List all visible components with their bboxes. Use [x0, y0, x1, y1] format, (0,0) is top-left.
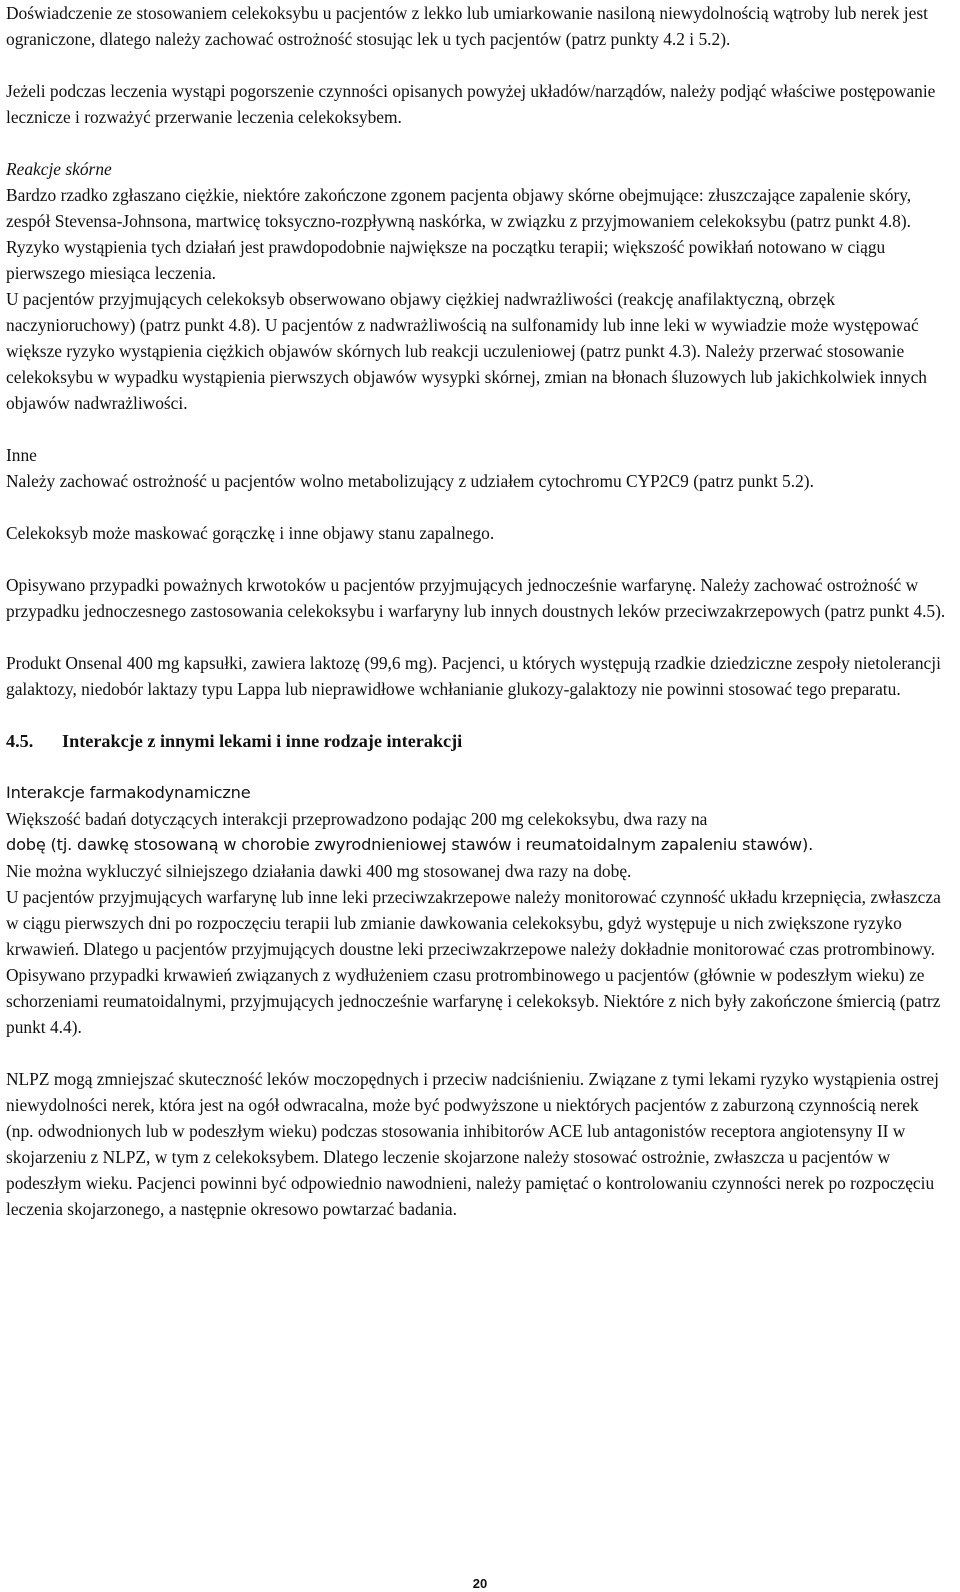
spacer — [6, 546, 946, 572]
section-title: Interakcje z innymi lekami i inne rodzaje interakcji — [62, 731, 463, 751]
section-number: 4.5. — [6, 731, 34, 751]
paragraph-lactose: Produkt Onsenal 400 mg kapsułki, zawiera laktozę (99,6 mg). Pacjenci, u których występują rzadkie dziedziczne zespoły nietolerancji galaktozy, niedobór laktazy typu Lappa lub nieprawidłowe wchłanianie glukozy-galaktozy nie powinni stosować tego preparatu. — [6, 653, 941, 699]
paragraph-interaction-studies-rest: Nie można wykluczyć silniejszego działania dawki 400 mg stosowanej dwa razy na dobę. — [6, 861, 632, 881]
document-page — [6, 0, 946, 1222]
paragraph-interaction-studies-line2: dobę (tj. dawkę stosowaną w chorobie zwyrodnieniowej stawów i reumatoidalnym zapaleniu stawów). — [6, 835, 814, 854]
subheading-other: Inne — [6, 445, 37, 465]
paragraph-warfarin-bleeding: Opisywano przypadki poważnych krwotoków u pacjentów przyjmujących jednocześnie warfarynę. Należy zachować ostrożność w przypadku jednoczesnego zastosowania celekoksybu i warfaryny lub innych doustnych leków przeciwzakrzepowych (patrz punkt 4.5). — [6, 575, 946, 621]
paragraph-worsening: Jeżeli podczas leczenia wystąpi pogorszenie czynności opisanych powyżej układów/narządów, należy podjąć właściwe postępowanie lecznicze i rozważyć przerwanie leczenia celekoksybem. — [6, 81, 936, 127]
spacer — [6, 1040, 946, 1066]
paragraph-interaction-studies-line1: Większość badań dotyczących interakcji przeprowadzono podając 200 mg celekoksybu, dwa razy na — [6, 809, 708, 829]
spacer — [6, 702, 946, 728]
section-heading — [6, 728, 946, 754]
paragraph-nsaid-diuretics: NLPZ mogą zmniejszać skuteczność leków moczopędnych i przeciw nadciśnieniu. Związane z tymi lekami ryzyko wystąpienia ostrej niewydolności nerek, która jest na ogół odwracalna, może być podwyższone u niektórych pacjentów z zaburzoną czynnością nerek (np. odwodnionych lub w podeszłym wieku) podczas stosowania inhibitorów ACE lub antagonistów receptora angiotensyny II w skojarzeniu z NLPZ, w tym z celekoksybem. Dlatego leczenie skojarzone należy stosować ostrożnie, zwłaszcza u pacjentów w podeszłym wieku. Pacjenci powinni być odpowiednio nawodnieni, należy pamiętać o kontrolowaniu czynności nerek po rozpoczęciu leczenia skojarzonego, a następnie okresowo powtarzać badania. — [6, 1069, 939, 1219]
subheading-pharmacodynamic: Interakcje farmakodynamiczne — [6, 783, 251, 802]
spacer — [6, 754, 946, 780]
spacer — [6, 494, 946, 520]
paragraph-hepatic-renal: Doświadczenie ze stosowaniem celekoksybu u pacjentów z lekko lub umiarkowanie nasiloną niewydolnością wątroby lub nerek jest ograniczone, dlatego należy zachować ostrożność stosując lek u tych pacjentów (patrz punkty 4.2 i 5.2). — [6, 3, 928, 49]
paragraph-anticoagulants: U pacjentów przyjmujących warfarynę lub inne leki przeciwzakrzepowe należy monitorować czynność układu krzepnięcia, zwłaszcza w ciągu pierwszych dni po rozpoczęciu terapii lub zmianie dawkowania celekoksybu, gdyż występuje u nich zwiększone ryzyko krwawień. Dlatego u pacjentów przyjmujących doustne leki przeciwzakrzepowe należy dokładnie monitorować czas protrombinowy. Opisywano przypadki krwawień związanych z wydłużeniem czasu protrombinowego u pacjentów (głównie w podeszłym wieku) ze schorzeniami reumatoidalnymi, przyjmujących jednocześnie warfarynę i celekoksyb. Niektóre z nich były zakończone śmiercią (patrz punkt 4.4). — [6, 887, 941, 1037]
spacer — [6, 416, 946, 442]
paragraph-fever-masking: Celekoksyb może maskować gorączkę i inne objawy stanu zapalnego. — [6, 523, 495, 543]
spacer — [6, 130, 946, 156]
paragraph-skin-reactions-1: Bardzo rzadko zgłaszano ciężkie, niektóre zakończone zgonem pacjenta objawy skórne obejmujące: złuszczające zapalenie skóry, zespół Stevensa-Johnsona, martwicę toksyczno-rozpływną naskórka, w związku z przyjmowaniem celekoksybu (patrz punkt 4.8). Ryzyko wystąpienia tych działań jest prawdopodobnie największe na początku terapii; większość powikłań notowano w ciągu pierwszego miesiąca leczenia. — [6, 185, 912, 283]
page-number: 20 — [472, 1576, 488, 1591]
paragraph-cyp2c9: Należy zachować ostrożność u pacjentów wolno metabolizujący z udziałem cytochromu CYP2C9 (patrz punkt 5.2). — [6, 471, 814, 491]
spacer — [6, 52, 946, 78]
spacer — [6, 624, 946, 650]
subheading-skin-reactions: Reakcje skórne — [6, 159, 112, 179]
paragraph-skin-reactions-2: U pacjentów przyjmujących celekoksyb obserwowano objawy ciężkiej nadwrażliwości (reakcję anafilaktyczną, obrzęk naczynioruchowy) (patrz punkt 4.8). U pacjentów z nadwrażliwością na sulfonamidy lub inne leki w wywiadzie może występować większe ryzyko wystąpienia ciężkich objawów skórnych lub reakcji uczuleniowej (patrz punkt 4.3). Należy przerwać stosowanie celekoksybu w wypadku wystąpienia pierwszych objawów wysypki skórnej, zmian na błonach śluzowych lub jakichkolwiek innych objawów nadwrażliwości. — [6, 289, 928, 413]
